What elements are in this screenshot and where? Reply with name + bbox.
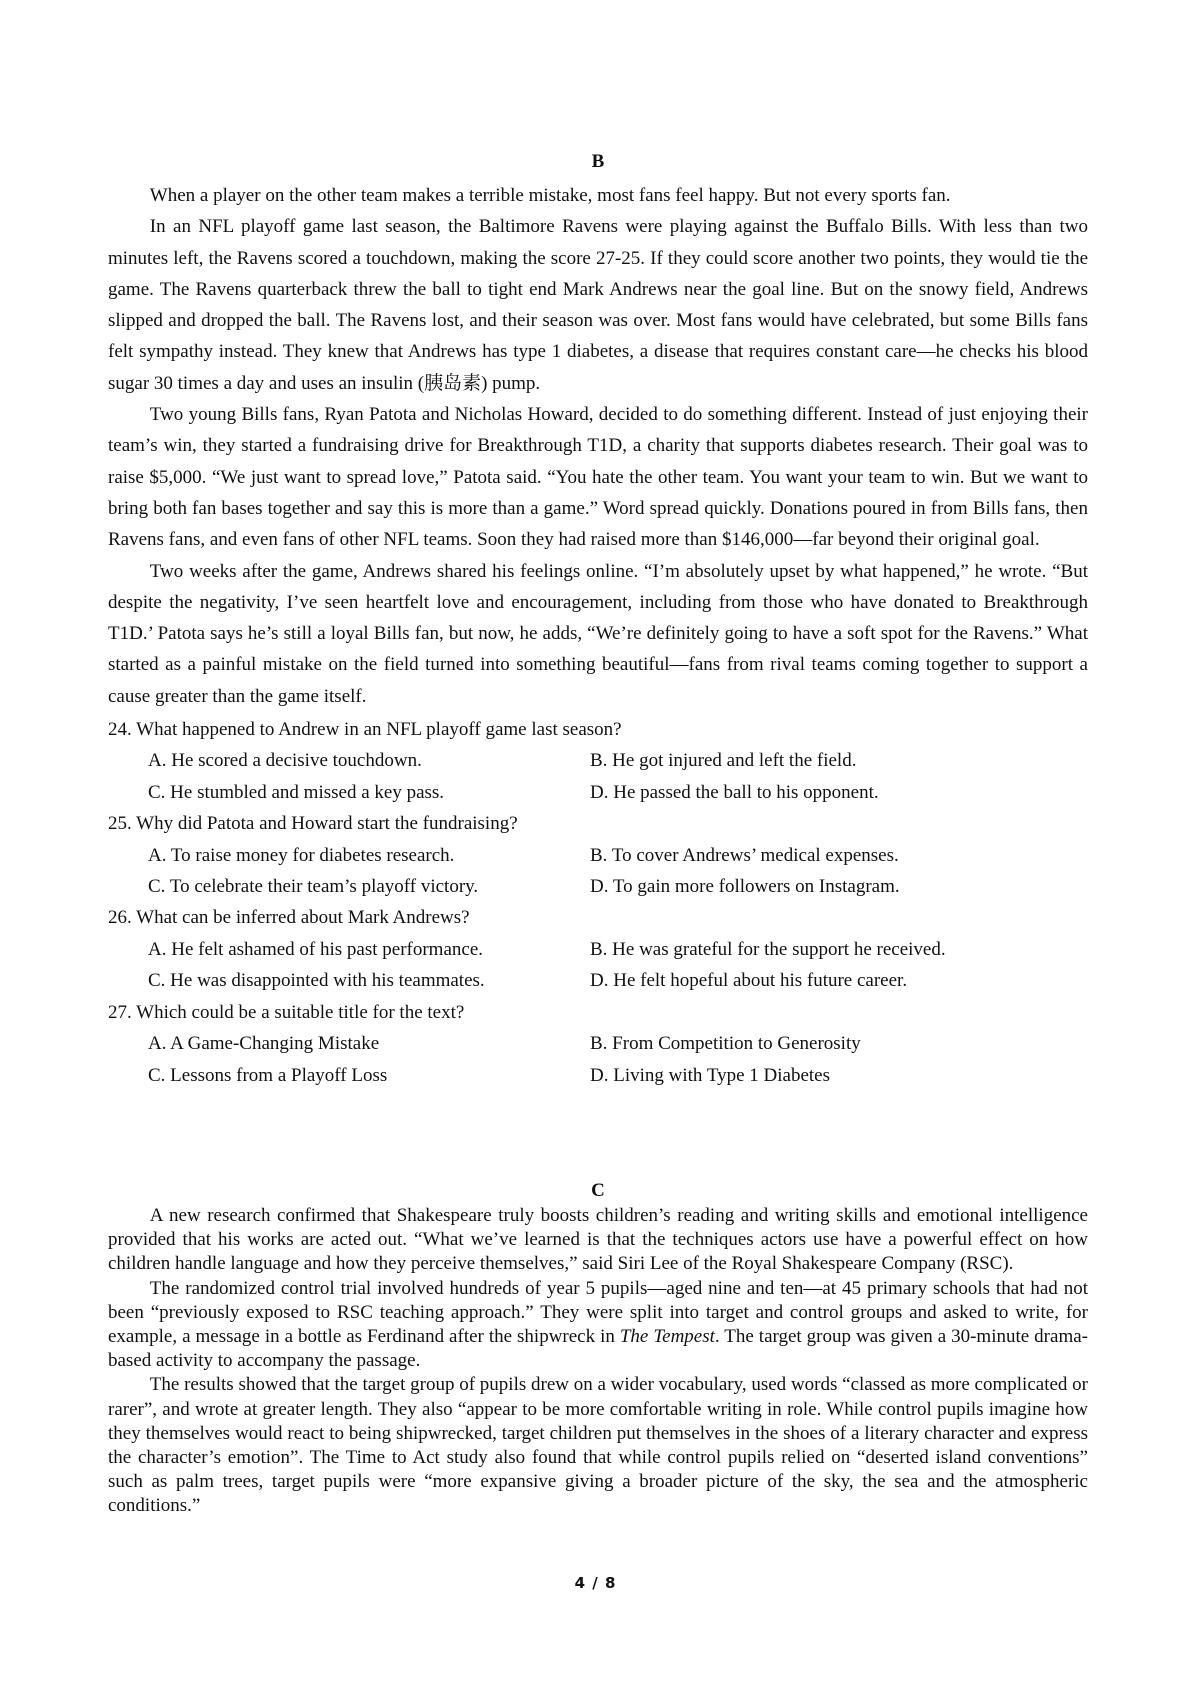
book-title: The Tempest: [619, 1326, 715, 1348]
question-24: [108, 714, 1088, 808]
option-row: [108, 965, 1088, 996]
option-row: [108, 777, 1088, 808]
section-heading-b: B: [591, 151, 605, 172]
option-c: C. To celebrate their team’s playoff victory.: [148, 876, 479, 898]
option-b: B. From Competition to Generosity: [590, 1033, 861, 1055]
question-list: [108, 714, 1088, 1091]
option-c: C. He stumbled and missed a key pass.: [148, 781, 445, 803]
option-a: A. A Game-Changing Mistake: [148, 1033, 380, 1055]
page-number: 4 / 8: [574, 1574, 617, 1592]
option-row: [108, 871, 1088, 902]
option-d: D. He felt hopeful about his future career.: [590, 970, 908, 992]
section-heading-c: C: [591, 1180, 605, 1201]
option-d: D. He passed the ball to his opponent.: [590, 781, 879, 803]
passage-c: [108, 1178, 1088, 1519]
option-row: [108, 1060, 1088, 1091]
option-row: [108, 840, 1088, 871]
option-c: C. He was disappointed with his teammates.: [148, 970, 485, 992]
question-stem: 26. What can be inferred about Mark Andrews?: [108, 907, 470, 929]
option-row: [108, 745, 1088, 776]
passage-b-paragraph-4: Two weeks after the game, Andrews shared his feelings online. “I’m absolutely upset by what happened,” he wrote. “But despite the negativity, I’ve seen heartfelt love and encouragement, including from those who have donated to Breakthrough T1D.’ Patota says he’s still a loyal Bills fan, but now, he adds, “We’re definitely going to have a soft spot for the Ravens.” What started as a painful mistake on the field turned into something beautiful—fans from rival teams coming together to support a cause greater than the game itself.: [108, 560, 1088, 707]
option-b: B. To cover Andrews’ medical expenses.: [590, 844, 899, 866]
question-27: [108, 997, 1088, 1091]
question-stem: 24. What happened to Andrew in an NFL playoff game last season?: [108, 719, 622, 741]
option-row: [108, 934, 1088, 965]
passage-c-paragraph-2: [108, 1277, 1088, 1374]
passage-b-paragraph-1: When a player on the other team makes a terrible mistake, most fans feel happy. But not every sports fan.: [149, 185, 951, 206]
option-d: D. Living with Type 1 Diabetes: [590, 1064, 831, 1086]
option-row: [108, 1028, 1088, 1059]
option-a: A. He scored a decisive touchdown.: [148, 750, 422, 772]
option-a: A. To raise money for diabetes research.: [148, 844, 455, 866]
passage-b-paragraph-3: Two young Bills fans, Ryan Patota and Nicholas Howard, decided to do something different. Instead of just enjoying their team’s win, they started a fundraising drive for Breakthrough T1D, a charity that supports diabetes research. Their goal was to raise $5,000. “We just want to spread love,” Patota said. “You hate the other team. You want your team to win. But we want to bring both fan bases together and say this is more than a game.” Word spread quickly. Donations poured in from Bills fans, then Ravens fans, and even fans of other NFL teams. Soon they had raised more than $146,000—far beyond their original goal.: [108, 404, 1088, 551]
option-b: B. He got injured and left the field.: [590, 750, 857, 772]
option-a: A. He felt ashamed of his past performance.: [148, 938, 484, 960]
passage-c-paragraph-1: A new research confirmed that Shakespeare truly boosts children’s reading and writing skills and emotional intelligence provided that his works are acted out. “What we’ve learned is that the techniques actors use have a powerful effect on how children handle language and how they perceive themselves,” said Siri Lee of the Royal Shakespeare Company (RSC).: [108, 1205, 1088, 1275]
question-stem: 27. Which could be a suitable title for the text?: [108, 1001, 465, 1023]
passage-b-paragraph-2: In an NFL playoff game last season, the Baltimore Ravens were playing against the Buffalo Bills. With less than two minutes left, the Ravens scored a touchdown, making the score 27-25. If they could score another two points, they would tie the game. The Ravens quarterback threw the ball to tight end Mark Andrews near the goal line. But on the snowy field, Andrews slipped and dropped the ball. The Ravens lost, and their season was over. Most fans would have celebrated, but some Bills fans felt sympathy instead. They knew that Andrews has type 1 diabetes, a disease that requires constant care—he checks his blood sugar 30 times a day and uses an insulin (胰岛素) pump.: [108, 216, 1088, 394]
paragraph-text: . The target group was given a 30-minute drama-based activity to accompany the passage.: [108, 1326, 1088, 1372]
option-c: C. Lessons from a Playoff Loss: [148, 1064, 388, 1086]
question-stem: 25. Why did Patota and Howard start the fundraising?: [108, 813, 518, 835]
passage-b: [108, 148, 1088, 1091]
question-25: [108, 808, 1088, 902]
option-d: D. To gain more followers on Instagram.: [590, 876, 900, 898]
option-b: B. He was grateful for the support he received.: [590, 938, 946, 960]
paragraph-text: The randomized control trial involved hundreds of year 5 pupils—aged nine and ten—at 45 primary schools that had not been “previously exposed to RSC teaching approach.” They were split into target and control groups and asked to write, for example, a message in a bottle as Ferdinand after the shipwreck in: [108, 1277, 1088, 1348]
passage-c-paragraph-3: The results showed that the target group of pupils drew on a wider vocabulary, used words “classed as more complicated or rarer”, and wrote at greater length. They also “appear to be more comfortable writing in role. While control pupils imagine how they themselves would react to being shipwrecked, target children put themselves in the shoes of a literary character and express the character’s emotion”. The Time to Act study also found that while control pupils relied on “deserted island conventions” such as palm trees, target pupils were “more expansive giving a broader picture of the sky, the sea and the atmospheric conditions.”: [108, 1374, 1088, 1517]
question-26: [108, 902, 1088, 996]
